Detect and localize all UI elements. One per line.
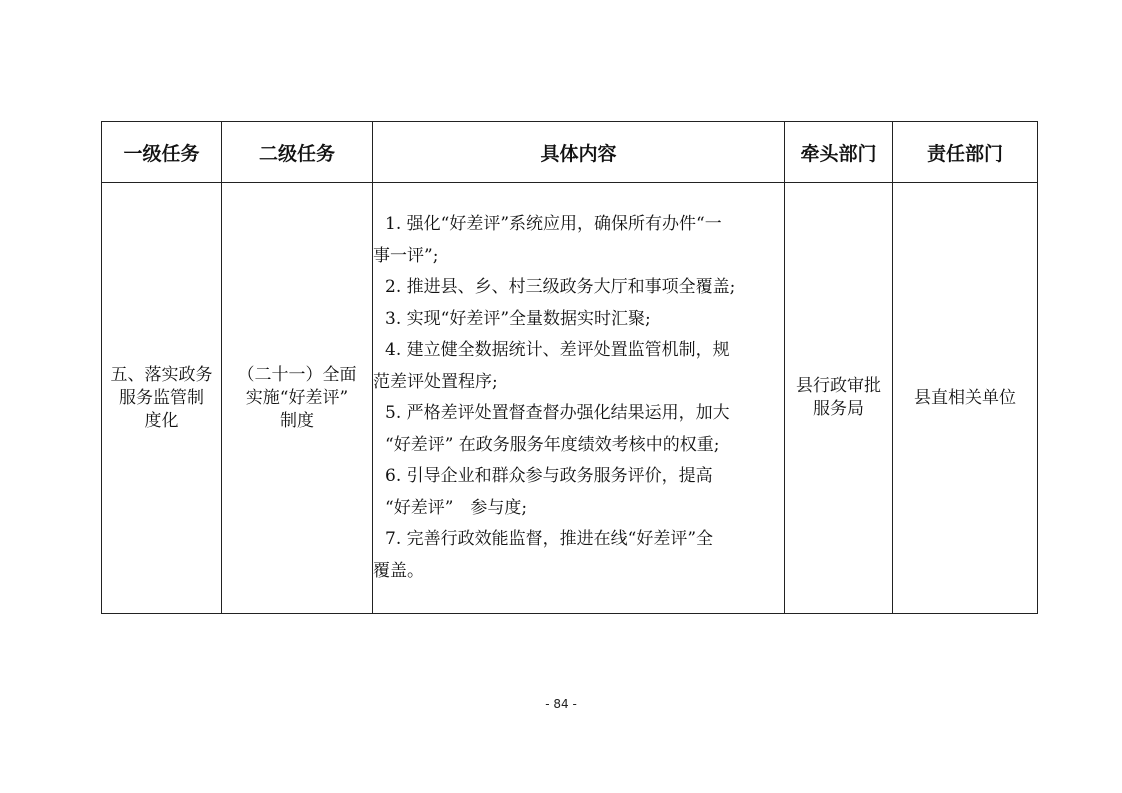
content-line: 1. 强化“好差评”系统应用，确保所有办件“一 [385, 214, 722, 234]
page-number: - 84 - [545, 697, 577, 711]
responsible-department-cell: 县直相关单位 [893, 183, 1038, 614]
header-row [102, 122, 1038, 183]
content-line: 覆盖。 [373, 560, 424, 581]
header-specific-content: 具体内容 [373, 122, 785, 183]
content-line: 4. 建立健全数据统计、差评处置监管机制，规 [385, 340, 730, 360]
header-responsible-department: 责任部门 [893, 122, 1038, 183]
content-line: “好差评” 在政务服务年度绩效考核中的权重; [385, 434, 720, 455]
lead-department-cell [785, 183, 893, 614]
content-line: 范差评处置程序; [373, 371, 498, 392]
level2-task-line: 制度 [280, 410, 314, 431]
level1-task-line: 五、落实政务 [110, 364, 213, 385]
content-line: 3. 实现“好差评”全量数据实时汇聚; [385, 308, 651, 329]
content-line: 5. 严格差评处置督查督办强化结果运用，加大 [385, 403, 730, 423]
table-row [102, 183, 1038, 614]
level2-task-cell [222, 183, 373, 614]
specific-content-cell [373, 183, 785, 614]
content-line: 2. 推进县、乡、村三级政务大厅和事项全覆盖; [385, 277, 736, 297]
level2-task-line: 实施“好差评” [245, 387, 349, 408]
content-line: 6. 引导企业和群众参与政务服务评价，提高 [385, 466, 713, 486]
level1-task-cell [102, 183, 222, 614]
level1-task-line: 度化 [144, 410, 179, 431]
content-line: 事一评”; [373, 245, 439, 266]
content-line: 7. 完善行政效能监督，推进在线“好差评”全 [385, 529, 714, 549]
header-lead-department: 牵头部门 [785, 122, 893, 183]
header-level1-task: 一级任务 [102, 122, 222, 183]
level2-task-line: （二十一）全面 [237, 364, 357, 385]
lead-department-line: 县行政审批 [796, 376, 881, 396]
task-table [101, 121, 1038, 614]
level1-task-line: 服务监管制 [119, 387, 204, 408]
header-level2-task: 二级任务 [222, 122, 373, 183]
content-line: “好差评” 参与度; [385, 497, 528, 518]
lead-department-line: 服务局 [813, 399, 864, 419]
